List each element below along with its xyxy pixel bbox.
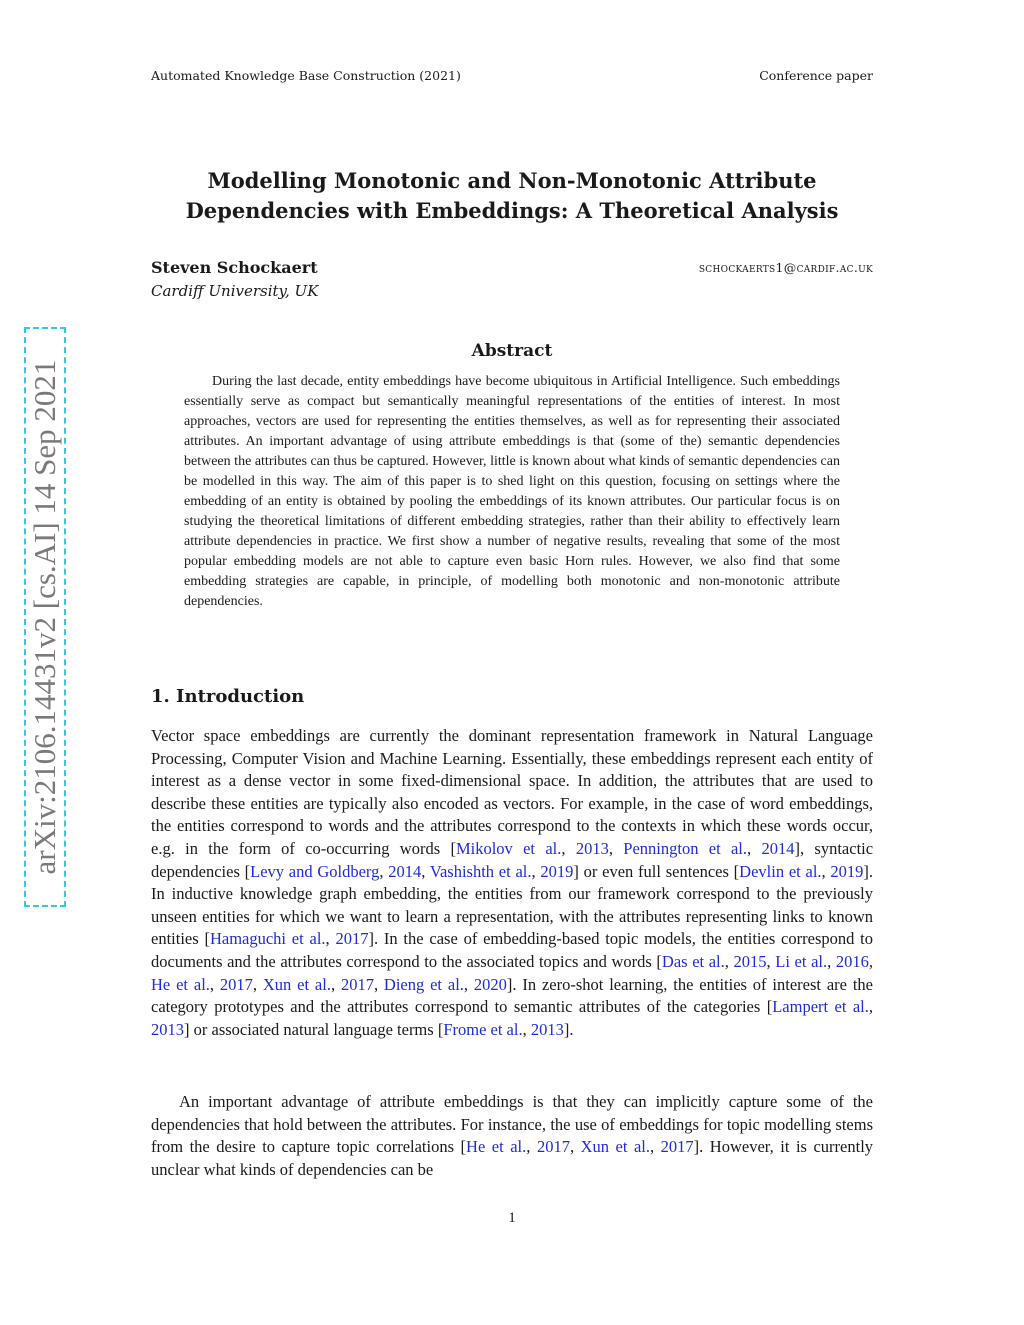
author-affiliation: Cardiff University, UK [151,282,319,300]
citation-link[interactable]: He et al. [151,974,210,994]
citation-link[interactable]: Hamaguchi et al. [209,929,326,949]
paragraph-text: , [827,951,836,971]
citation-link[interactable]: 2015 [733,951,767,971]
paragraph-text: An important advantage of attribute embeddings is that they can implicitly capture some of the dependencies that hold between the attributes. For instance, the use of embeddings for topic modelling stems from the desire to capture topic correlations [ [151,1092,873,1157]
paper-title [151,166,873,226]
paragraph-text: , [561,838,576,858]
paragraph-text: , [325,929,336,949]
paragraph-text: ] or even full sentences [ [573,861,740,881]
citation-link[interactable]: 2017 [660,1137,694,1157]
section-heading-introduction: 1. Introduction [151,686,305,707]
page-number: 1 [508,1210,516,1226]
citation-link[interactable]: 2017 [536,1137,570,1157]
paragraph-text: , [421,861,430,881]
paragraph-text: , [868,997,873,1017]
paragraph-text: , [868,951,873,971]
citation-link[interactable]: 2014 [388,861,422,881]
citation-link[interactable]: Mikolov et al. [455,838,562,858]
paragraph-text: , [608,838,624,858]
introduction-paragraph-2 [151,1091,873,1181]
citation-link[interactable]: Lampert et al. [772,997,869,1017]
paragraph-text: , [379,861,389,881]
citation-link[interactable]: Li et al. [775,951,828,971]
paragraph-text: , [747,838,762,858]
citation-link[interactable]: Pennington et al. [623,838,748,858]
paragraph-text: , [522,1019,531,1039]
citation-link[interactable]: Xun et al. [580,1137,650,1157]
citation-link[interactable]: 2017 [219,974,253,994]
paragraph-text: , [463,974,474,994]
citation-link[interactable]: 2013 [151,1019,184,1039]
abstract-heading: Abstract [471,341,553,361]
running-header-type: Conference paper [759,68,873,83]
introduction-paragraph-1 [151,725,873,1041]
citation-link[interactable]: Levy and Goldberg [250,861,380,881]
citation-link[interactable]: 2019 [830,861,864,881]
citation-link[interactable]: He et al. [466,1137,527,1157]
paper-title-line-2: Dependencies with Embeddings: A Theoretical Analysis [185,198,839,223]
paragraph-text: , [724,951,734,971]
citation-link[interactable]: 2019 [540,861,574,881]
citation-link[interactable]: 2020 [473,974,507,994]
abstract-text: During the last decade, entity embeddings have become ubiquitous in Artificial Intelligence. Such embeddings essentially serve as compact but semantically meaningful representations of the entities of interest. In most approaches, vectors are used for representing the entities themselves, as well as for representing their associated attributes. An important advantage of using attribute embeddings is that (some of the) semantic dependencies between the attributes can thus be captured. However, little is known about what kinds of semantic dependencies can be modelled in this way. The aim of this paper is to shed light on this question, focusing on settings where the embedding of an entity is obtained by pooling the embeddings of its known attributes. Our particular focus is on studying the theoretical limitations of different embedding strategies, rather than their ability to effectively learn attribute dependencies in practice. We first show a number of negative results, revealing that some of the most popular embedding models are not able to capture even basic Horn rules. However, we also find that some embedding strategies are capable, in principle, of modelling both monotonic and non-monotonic attribute dependencies. [184,374,840,609]
running-header-venue: Automated Knowledge Base Construction (2021) [151,68,461,83]
citation-link[interactable]: 2017 [340,974,374,994]
paragraph-text: ]. In inductive knowledge graph embedding, the entities from our framework correspond to the previously unseen entities for which we want to learn a representation, with the attributes representing links to known entities [ [151,861,874,949]
citation-link[interactable]: 2013 [575,838,609,858]
paragraph-text: , [330,974,341,994]
paragraph-text: , [569,1137,581,1157]
arxiv-identifier: arXiv:2106.14431v2 [cs.AI] 14 Sep 2021 [27,359,62,875]
citation-link[interactable]: 2013 [530,1019,564,1039]
citation-link[interactable]: 2014 [761,838,795,858]
citation-link[interactable]: 2017 [335,929,369,949]
paragraph-text: , [209,974,220,994]
paragraph-text: ], syntactic dependencies [ [151,838,874,881]
citation-link[interactable]: Vashishth et al. [429,861,532,881]
citation-link[interactable]: Devlin et al. [739,861,822,881]
paragraph-text: ]. [563,1019,574,1039]
author-email: schockaerts1@cardif.ac.uk [698,260,873,275]
paragraph-text: , [531,861,541,881]
paragraph-text: , [373,974,384,994]
citation-link[interactable]: Das et al. [661,951,725,971]
citation-link[interactable]: Xun et al. [262,974,331,994]
citation-link[interactable]: Frome et al. [443,1019,523,1039]
paragraph-text: ]. However, it is currently unclear what kinds of dependencies can be [151,1137,874,1179]
paragraph-text: , [526,1137,537,1157]
paragraph-text: , [650,1137,661,1157]
paragraph-text: , [821,861,831,881]
paragraph-text: ] or associated natural language terms [ [184,1019,444,1039]
paragraph-text: ]. In zero-shot learning, the entities of interest are the category prototypes and the attributes correspond to semantic attributes of the categories [ [151,974,873,1017]
citation-link[interactable]: Dieng et al. [383,974,464,994]
paragraph-text: Vector space embeddings are currently the dominant representation framework in Natural Language Processing, Computer Vision and Machine Learning. Essentially, these embeddings represent each entity of interest as a dense vector in some fixed-dimensional space. In addition, the attributes that are used to describe these entities are typically also encoded as vectors. For example, in the case of word embeddings, the entities correspond to words and the attributes correspond to the contexts in which these words occur, e.g. in the form of co-occurring words [ [151,726,873,858]
paragraph-text: ]. In the case of embedding-based topic models, the entities correspond to documents and the attributes correspond to the associated topics and words [ [151,929,873,971]
paper-title-line-1: Modelling Monotonic and Non-Monotonic Attribute [207,168,817,193]
paragraph-text: , [252,974,263,994]
author-name: Steven Schockaert [151,258,318,277]
citation-link[interactable]: 2016 [835,951,869,971]
paragraph-text: , [766,951,776,971]
